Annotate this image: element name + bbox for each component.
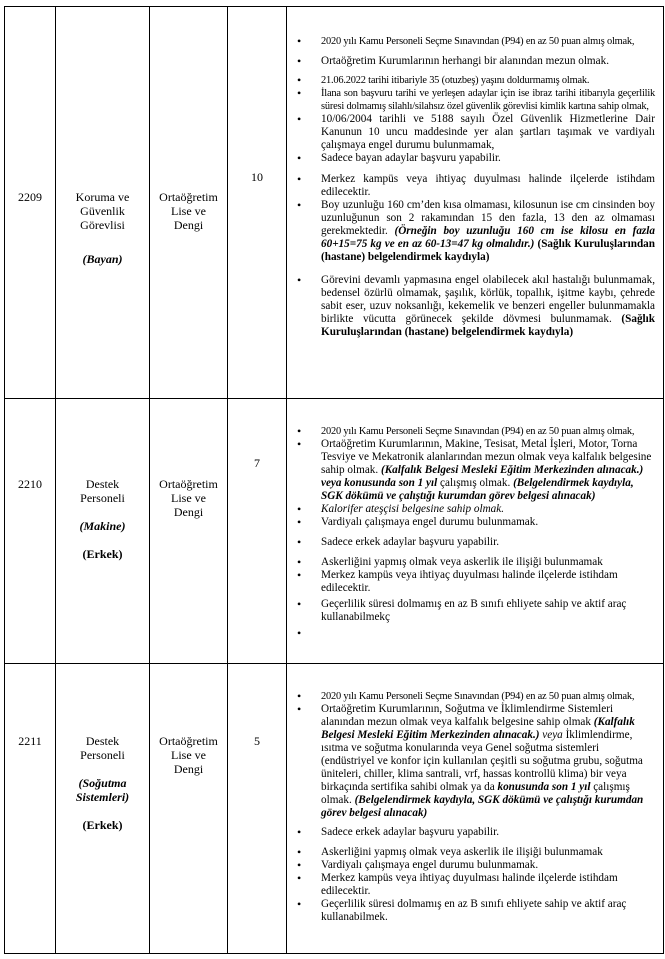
position-count-cell <box>228 7 287 399</box>
education-line: Dengi <box>173 505 204 519</box>
position-gender-note: (Erkek) <box>82 547 123 561</box>
position-title-cell <box>56 399 150 664</box>
position-count-cell <box>228 399 287 664</box>
education-line: Lise ve <box>171 748 206 762</box>
requirement-item: • Ortaöğretim Kurumlarının herhangi bir alanından mezun olmak. <box>287 55 663 68</box>
requirement-item: • Sadece erkek adaylar başvuru yapabilir. <box>287 536 663 549</box>
position-field-note: Sistemleri) <box>75 790 130 804</box>
table-row <box>5 7 664 399</box>
requirements-list <box>287 690 663 924</box>
requirement-item: • Görevini devamlı yapmasına engel olabilecek akıl hastalığı bulunmamak, bedensel özürlü olmamak, şaşılık, körlük, topallık, işitme kaybı, çehrede sabit eser, uzuv noksanlığı, kekemelik ve benzeri engeller bulunmamakla birlikte vücutta görünecek şekilde dövmesi bulunmamak. (Sağlık Kuruluşlarından (hastane) belgelendirmek kaydıyla) <box>287 274 663 339</box>
requirement-item: • Geçerlilik süresi dolmamış en az B sınıfı ehliyete sahip ve aktif araç kullanabilmek. <box>287 898 663 924</box>
education-line: Lise ve <box>171 491 206 505</box>
position-title-cell <box>56 7 150 399</box>
position-code-cell <box>5 7 56 399</box>
requirement-item: • Sadece erkek adaylar başvuru yapabilir. <box>287 826 663 839</box>
requirement-item: • Vardiyalı çalışmaya engel durumu bulunmamak. <box>287 516 663 529</box>
requirement-item: • Askerliğini yapmış olmak veya askerlik ile ilişiği bulunmamak <box>287 846 663 859</box>
position-title-line: Koruma ve <box>75 190 130 204</box>
requirement-item: • Merkez kampüs veya ihtiyaç duyulması halinde ilçelerde istihdam edilecektir. <box>287 173 663 199</box>
position-title-line: Destek <box>85 477 120 491</box>
position-gender-note: (Erkek) <box>82 818 123 832</box>
requirement-item: • Vardiyalı çalışmaya engel durumu bulunmamak. <box>287 859 663 872</box>
position-title-line: Görevlisi <box>80 218 125 232</box>
requirement-item: • Sadece bayan adaylar başvuru yapabilir. <box>287 152 663 165</box>
requirement-item: • Geçerlilik süresi dolmamış en az B sınıfı ehliyete sahip ve aktif araç kullanabilmekç <box>287 598 663 624</box>
requirement-item: • 2020 yılı Kamu Personeli Seçme Sınavından (P94) en az 50 puan almış olmak, <box>287 425 663 438</box>
education-line: Dengi <box>173 218 204 232</box>
position-gender-note: (Bayan) <box>82 252 123 266</box>
requirement-item: • İlana son başvuru tarihi ve yerleşen adaylar için ise ibraz tarihi itibarıyla geçerlilik süresi dolmamış silahlı/silahsız özel güvenlik görevlisi kimlik kartına sahip olmak, <box>287 87 663 113</box>
position-code-cell <box>5 664 56 954</box>
requirement-item: • Ortaöğretim Kurumlarının, Makine, Tesisat, Metal İşleri, Motor, Torna Tesviye ve Mekatronik alanlarından mezun olmak veya kalfalık belgesine sahip olmak. (Kalfalık Belgesi Mesleki Eğitim Merkezinden alınacak.) veya konusunda son 1 yıl çalışmış olmak. (Belgelendirmek kaydıyla, SGK dökümü ve çalıştığı kurumdan görev belgesi alınacak) <box>287 438 663 503</box>
position-count: 5 <box>254 734 260 748</box>
requirement-item: • 21.06.2022 tarihi itibariyle 35 (otuzbeş) yaşını doldurmamış olmak. <box>287 74 663 87</box>
position-code: 2209 <box>18 190 42 204</box>
position-code: 2211 <box>18 734 42 748</box>
requirement-item: • 2020 yılı Kamu Personeli Seçme Sınavından (P94) en az 50 puan almış olmak, <box>287 690 663 703</box>
education-line: Ortaöğretim <box>159 734 218 748</box>
position-title-line: Personeli <box>80 491 125 505</box>
education-cell <box>150 399 228 664</box>
requirements-cell <box>287 664 664 954</box>
education-line: Lise ve <box>171 204 206 218</box>
education-line: Dengi <box>173 762 204 776</box>
requirements-list <box>287 425 663 640</box>
requirement-item: • 10/06/2004 tarihli ve 5188 sayılı Özel Güvenlik Hizmetlerine Dair Kanunun 10 uncu maddesinde yer alan şartları taşımak ve vardiyalı çalışmaya engel durumu bulunmamak, <box>287 113 663 152</box>
position-title-line: Destek <box>85 734 120 748</box>
requirement-item: • Askerliğini yapmış olmak veya askerlik ile ilişiği bulunmamak <box>287 556 663 569</box>
requirement-item-empty <box>287 627 663 640</box>
table-row <box>5 399 664 664</box>
requirement-item: • Merkez kampüs veya ihtiyaç duyulması halinde ilçelerde istihdam edilecektir. <box>287 569 663 595</box>
position-title-line: Güvenlik <box>80 204 125 218</box>
requirements-cell <box>287 399 664 664</box>
education-line: Ortaöğretim <box>159 190 218 204</box>
position-code-cell <box>5 399 56 664</box>
requirement-item: • 2020 yılı Kamu Personeli Seçme Sınavından (P94) en az 50 puan almış olmak, <box>287 35 663 48</box>
education-cell <box>150 7 228 399</box>
position-count-cell <box>228 664 287 954</box>
position-field-note: (Makine) <box>79 519 126 533</box>
job-requirements-table <box>4 6 664 954</box>
position-title-line: Personeli <box>80 748 125 762</box>
requirements-cell <box>287 7 664 399</box>
requirement-item: • Ortaöğretim Kurumlarının, Soğutma ve İklimlendirme Sistemleri alanından mezun olmak veya kalfalık belgesine sahip olmak (Kalfalık Belgesi Mesleki Eğitim Merkezinden alınacak.) veya İklimlendirme, ısıtma ve soğutma konularında veya Genel soğutma sistemleri (endüstriyel ve konfor için kullanılan çeşitli su soğutma grubu, soğutma üniteleri, chiller, klima santrali, vrf, hassas kontrollü klima) bir veya birkaçında sertifika sahibi olmak ya da konusunda son 1 yıl çalışmış olmak. (Belgelendirmek kaydıyla, SGK dökümü ve çalıştığı kurumdan görev belgesi alınacak) <box>287 703 663 820</box>
position-count: 7 <box>254 456 260 470</box>
table-row <box>5 664 664 954</box>
position-count: 10 <box>251 170 263 184</box>
requirements-list <box>287 35 663 339</box>
education-line: Ortaöğretim <box>159 477 218 491</box>
education-cell <box>150 664 228 954</box>
requirement-item: • Merkez kampüs veya ihtiyaç duyulması halinde ilçelerde istihdam edilecektir. <box>287 872 663 898</box>
position-code: 2210 <box>18 477 42 491</box>
position-field-note: (Soğutma <box>78 776 127 790</box>
position-title-cell <box>56 664 150 954</box>
requirement-item: • Boy uzunluğu 160 cm’den kısa olmaması, kilosunun ise cm cinsinden boy uzunluğunun son 2 rakamından 15 den fazla, 13 den az olmaması gerekmektedir. (Örneğin boy uzunluğu 160 cm ise kilosu en fazla 60+15=75 kg ve en az 60-13=47 kg olmalıdır.) (Sağlık Kuruluşlarından (hastane) belgelendirmek kaydıyla) <box>287 199 663 264</box>
requirement-item: • Kalorifer ateşçisi belgesine sahip olmak. <box>287 503 663 516</box>
